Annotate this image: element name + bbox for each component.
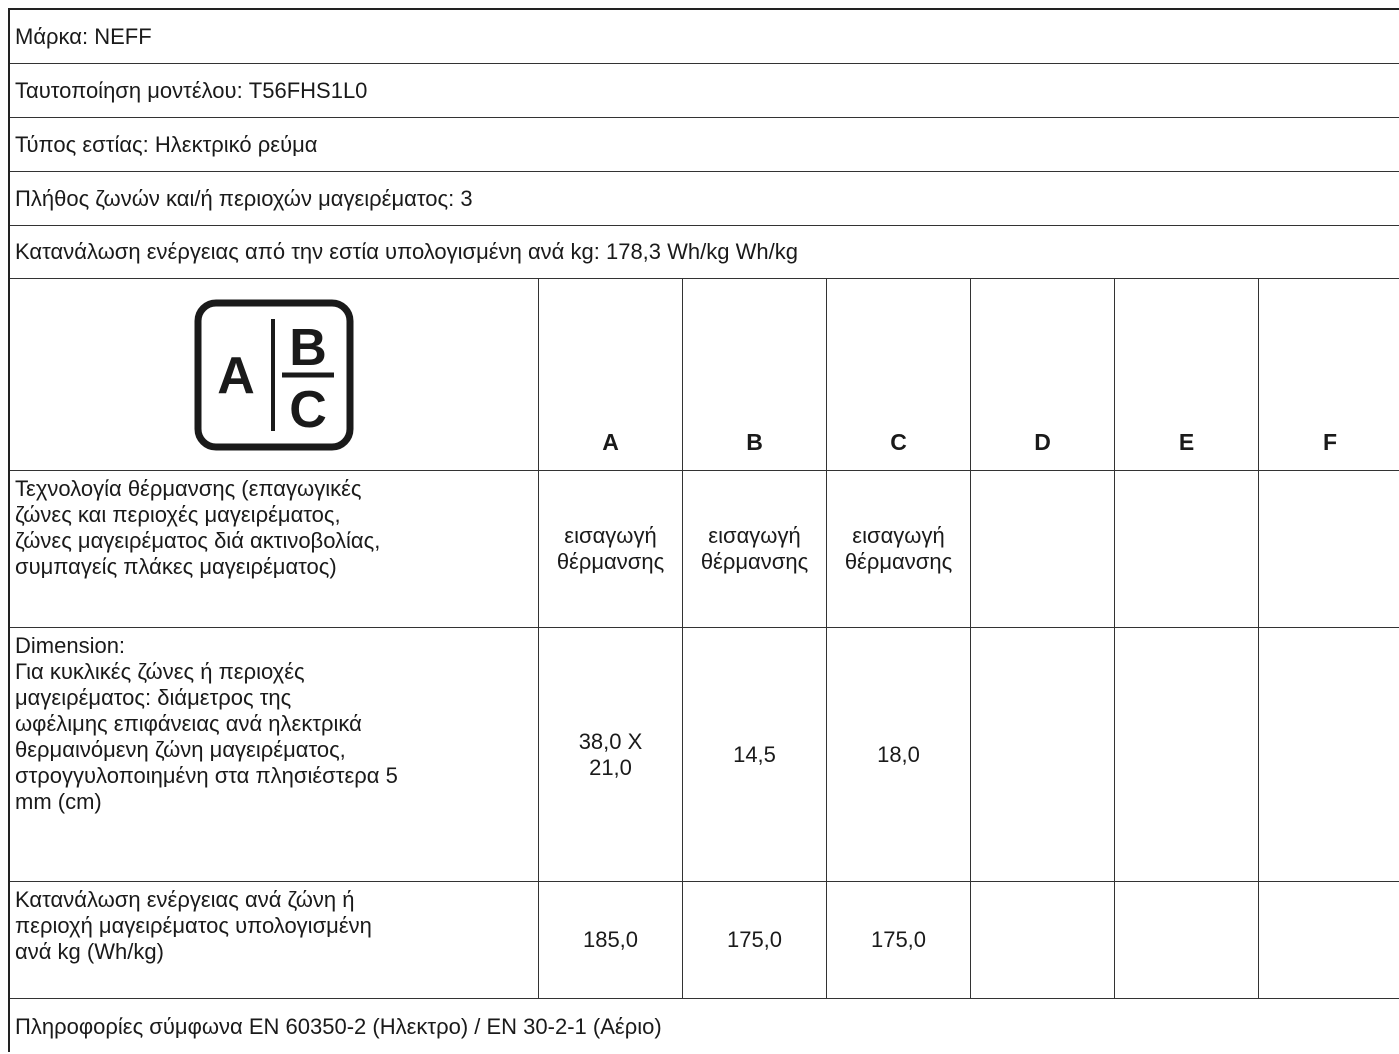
- zone-energy-value-f: [1259, 882, 1399, 998]
- product-info-sheet: [8, 8, 1399, 1052]
- column-header-f: F: [1322, 429, 1338, 455]
- zone-icon-cell: [10, 279, 539, 470]
- zone-energy-value-b: 175,0: [683, 882, 827, 998]
- heating-technology-value-f: [1259, 471, 1399, 627]
- zone-energy-value-d: [971, 882, 1115, 998]
- standards-note: Πληροφορίες σύμφωνα EN 60350-2 (Ηλεκτρο) / EN 30-2-1 (Αέριο): [15, 1013, 662, 1039]
- zone-icon-letter-c: C: [289, 380, 327, 439]
- zone-icon-letter-b: B: [289, 318, 327, 377]
- zones-count-row: [10, 172, 1399, 226]
- cooking-zones-abc-icon: [194, 299, 354, 451]
- heating-technology-value-c: εισαγωγή θέρμανσης: [827, 471, 971, 627]
- heating-technology-value-b: εισαγωγή θέρμανσης: [683, 471, 827, 627]
- brand-text: Μάρκα: NEFF: [15, 23, 152, 49]
- heating-technology-value-e: [1115, 471, 1259, 627]
- column-header-a: A: [539, 279, 683, 470]
- table-row: [10, 471, 1399, 628]
- hob-type-text: Τύπος εστίας: Ηλεκτρικό ρεύμα: [15, 131, 318, 157]
- dimension-label: Dimension: Για κυκλικές ζώνες ή περιοχές μαγειρέματος: διάμετρος της ωφέλιμης επιφάνειας ανά ηλεκτρικά θερμαινόμενη ζώνη μαγειρέματος, στρογγυλοποιημένη στα πλησιέστερα 5 mm (cm): [10, 628, 539, 881]
- heating-technology-value-d: [971, 471, 1115, 627]
- dimension-value-a: 38,0 X 21,0: [539, 628, 683, 881]
- brand-row: [10, 10, 1399, 64]
- dimension-value-f: [1259, 628, 1399, 881]
- hob-type-row: [10, 118, 1399, 172]
- table-row: [10, 628, 1399, 882]
- heating-technology-label: Τεχνολογία θέρμανσης (επαγωγικές ζώνες και περιοχές μαγειρέματος, ζώνες μαγειρέματος διά ακτινοβολίας, συμπαγείς πλάκες μαγειρέματος): [10, 471, 539, 627]
- footer-row: [10, 999, 1399, 1054]
- column-header-c: C: [827, 279, 971, 470]
- zone-energy-value-c: 175,0: [827, 882, 971, 998]
- column-header-b: B: [683, 279, 827, 470]
- column-header-d: D: [971, 279, 1115, 470]
- zone-energy-value-e: [1115, 882, 1259, 998]
- zone-icon-letter-a: A: [217, 346, 255, 405]
- dimension-value-c: 18,0: [827, 628, 971, 881]
- zones-count-text: Πλήθος ζωνών και/ή περιοχών μαγειρέματος: 3: [15, 185, 473, 211]
- model-row: [10, 64, 1399, 118]
- zone-energy-label: Κατανάλωση ενέργειας ανά ζώνη ή περιοχή μαγειρέματος υπολογισμένη ανά kg (Wh/kg): [10, 882, 539, 998]
- dimension-value-e: [1115, 628, 1259, 881]
- table-row: [10, 882, 1399, 999]
- model-text: Ταυτοποίηση μοντέλου: T56FHS1L0: [15, 77, 368, 103]
- energy-total-text: Κατανάλωση ενέργειας από την εστία υπολογισμένη ανά kg: 178,3 Wh/kg Wh/kg: [15, 239, 798, 264]
- zone-header-row: [10, 279, 1399, 471]
- dimension-value-b: 14,5: [683, 628, 827, 881]
- dimension-value-d: [971, 628, 1115, 881]
- heating-technology-value-a: εισαγωγή θέρμανσης: [539, 471, 683, 627]
- energy-total-row: [10, 226, 1399, 279]
- zone-energy-value-a: 185,0: [539, 882, 683, 998]
- column-header-e: E: [1115, 279, 1259, 470]
